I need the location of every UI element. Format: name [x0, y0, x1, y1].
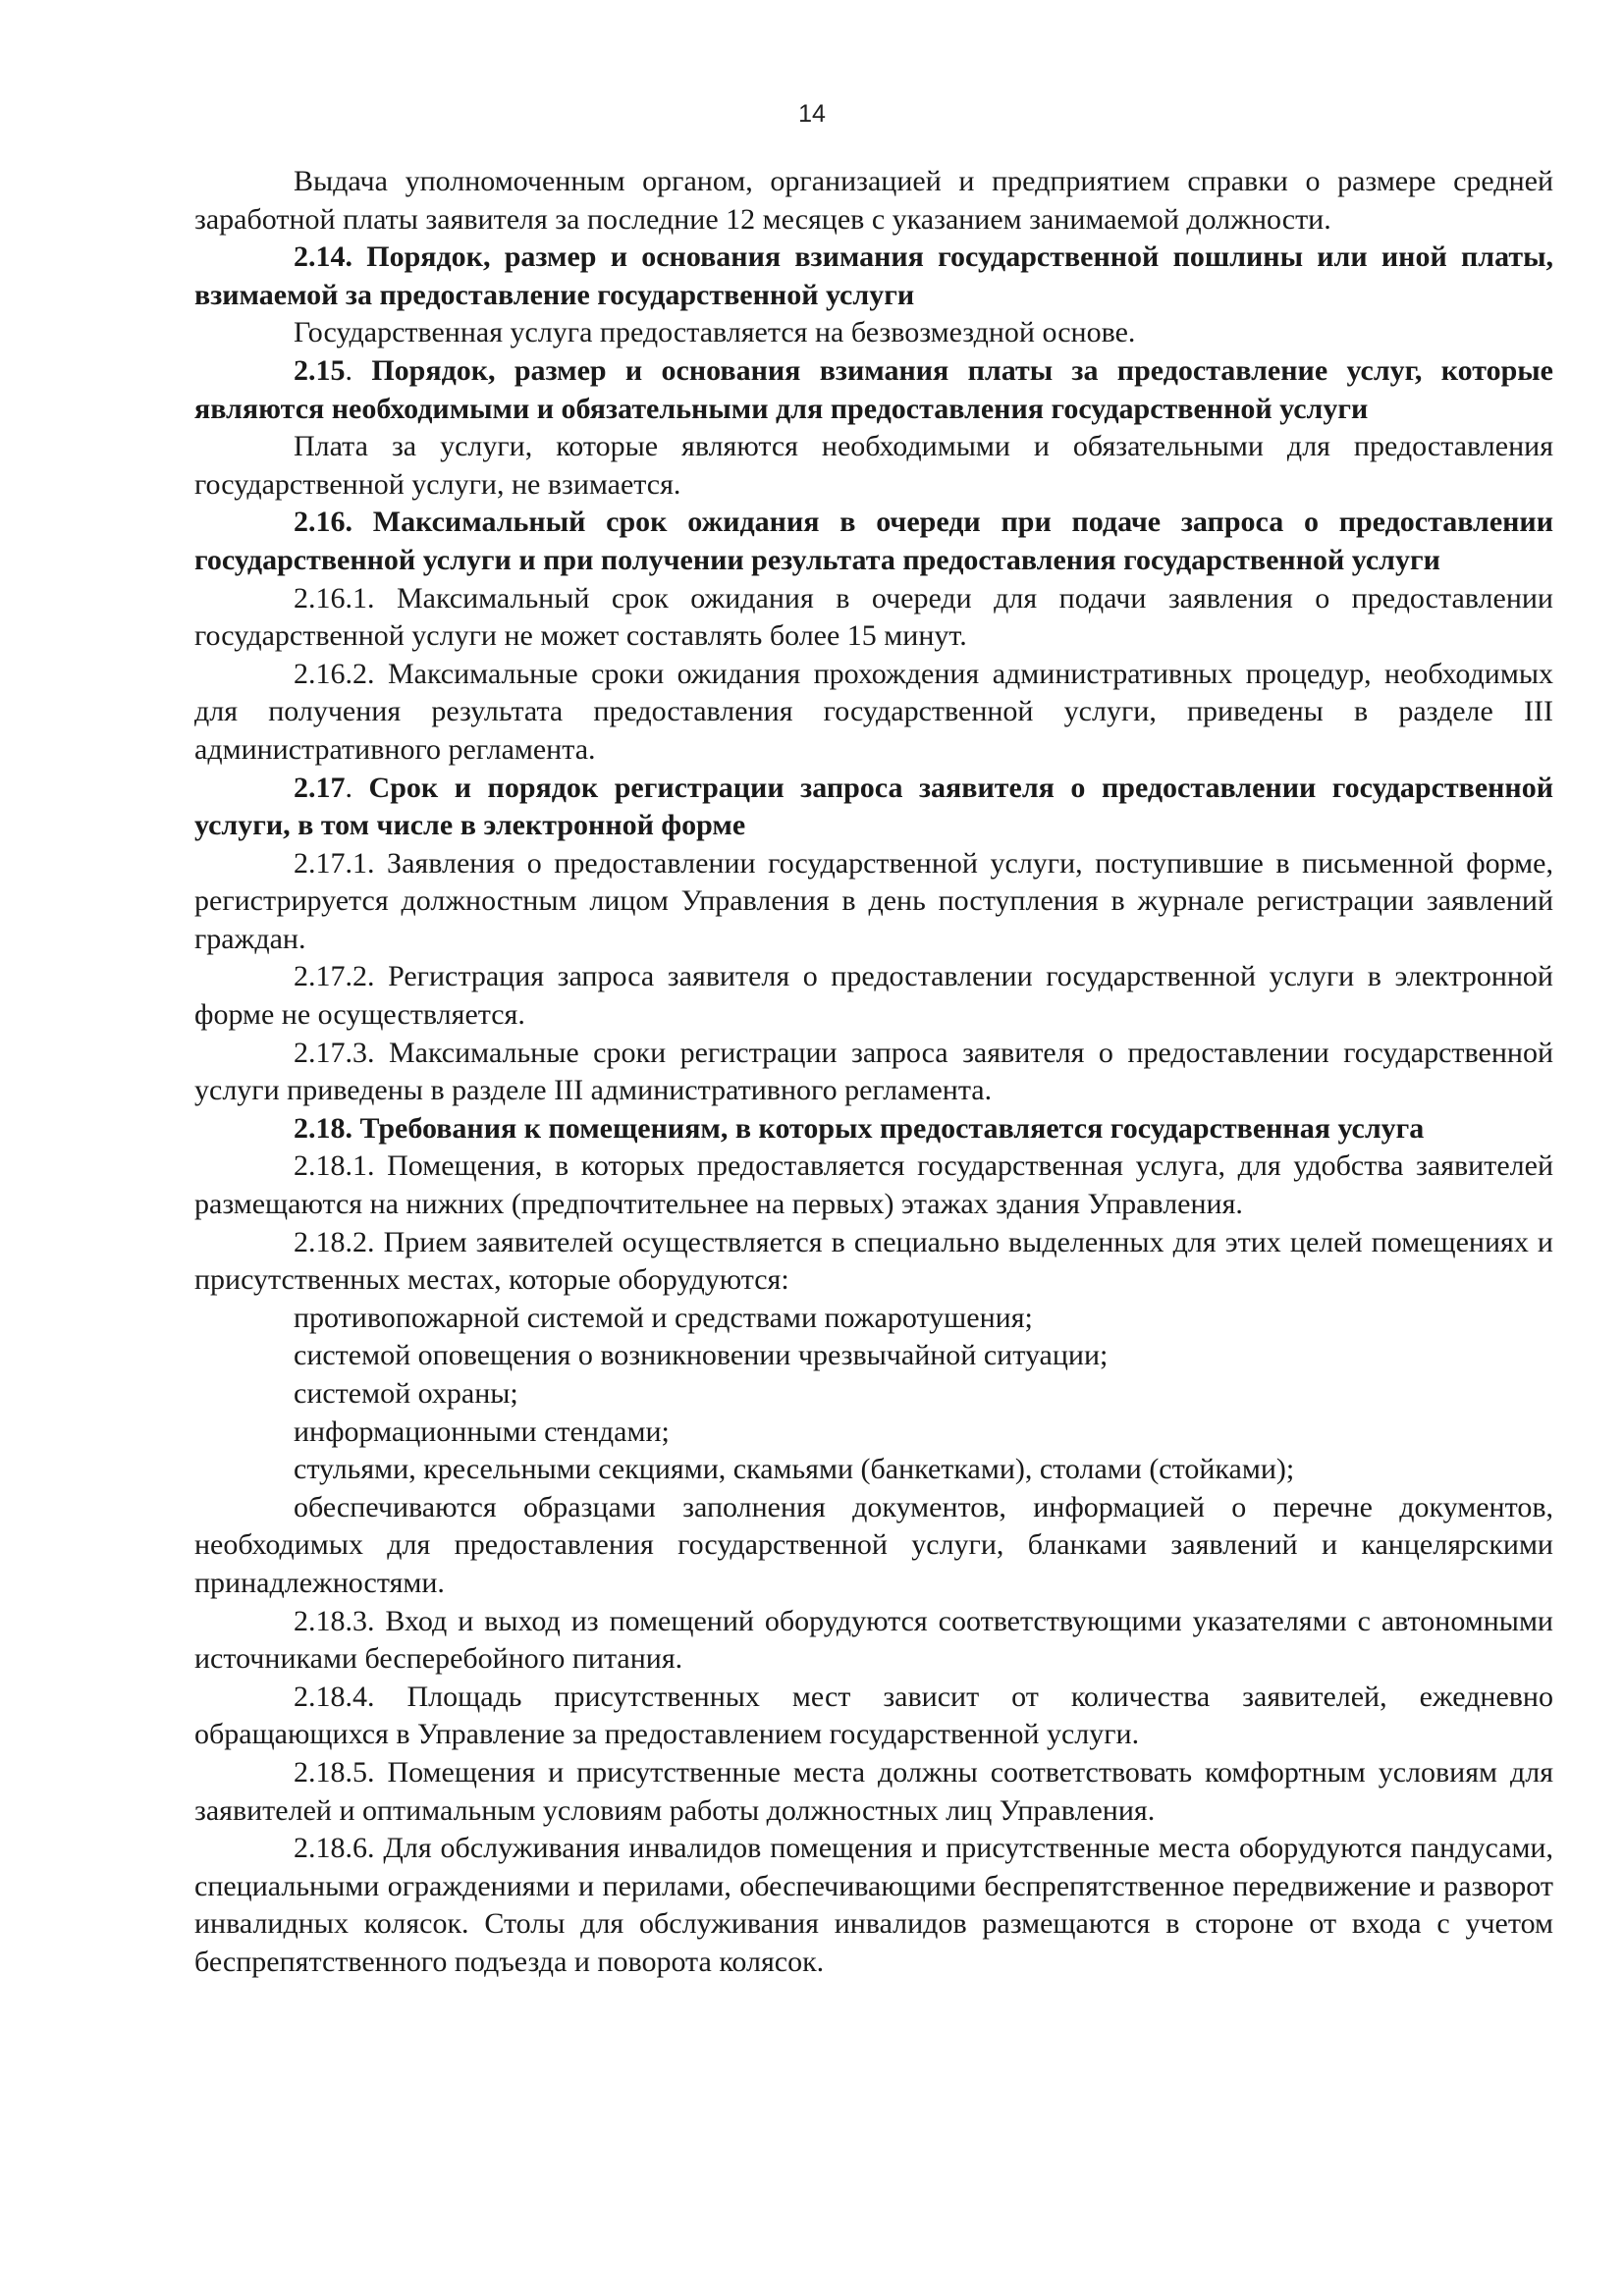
- paragraph-2-18-3: 2.18.3. Вход и выход из помещений оборудуются соответствующими указателями с автономными источниками бесперебойного питания.: [194, 1604, 1553, 1676]
- list-item-furniture: стульями, кресельными секциями, скамьями (банкетками), столами (стойками);: [294, 1453, 1295, 1486]
- heading-title: Порядок, размер и основания взимания государственной пошлины или иной платы, взимаемой за предоставление государственной услуги: [194, 240, 1554, 311]
- paragraph-2-18-4: 2.18.4. Площадь присутственных мест зависит от количества заявителей, ежедневно обращающихся в Управление за предоставлением государственной услуги.: [194, 1680, 1553, 1751]
- paragraph-2-18-1: 2.18.1. Помещения, в которых предоставляется государственная услуга, для удобства заявителей размещаются на нижних (предпочтительнее на первых) этажах здания Управления.: [194, 1149, 1553, 1221]
- heading-title: Требования к помещениям, в которых предоставляется государственная услуга: [359, 1111, 1425, 1145]
- paragraph-2-17-1: 2.17.1. Заявления о предоставлении государственной услуги, поступившие в письменной форме, регистрируется должностным лицом Управления в день поступления в журнале регистрации заявлений граждан.: [194, 846, 1553, 955]
- document-body: [194, 163, 1553, 1982]
- heading-number: 2.15: [294, 353, 346, 387]
- heading-2-15: [194, 352, 1553, 428]
- list-item-security-system: системой охраны;: [294, 1377, 518, 1410]
- heading-2-17: [194, 770, 1553, 845]
- list-item-emergency-alert: системой оповещения о возникновении чрезвычайной ситуации;: [294, 1339, 1109, 1372]
- list-item-info-stands: информационными стендами;: [294, 1415, 670, 1448]
- paragraph-salary-certificate: Выдача уполномоченным органом, организацией и предприятием справки о размере средней заработной платы заявителя за последние 12 месяцев с указанием занимаемой должности.: [194, 165, 1553, 236]
- heading-2-18: [194, 1110, 1553, 1148]
- heading-2-16: [194, 504, 1553, 579]
- heading-separator: .: [345, 771, 369, 804]
- heading-separator: .: [345, 353, 372, 387]
- paragraph-2-15: Плата за услуги, которые являются необходимыми и обязательными для предоставления государственной услуги, не взимается.: [194, 430, 1553, 501]
- list-item-document-samples: обеспечиваются образцами заполнения документов, информацией о перечне документов, необходимых для предоставления государственной услуги, бланками заявлений и канцелярскими принадлежностями.: [194, 1490, 1553, 1599]
- heading-title: Порядок, размер и основания взимания платы за предоставление услуг, которые являются необходимыми и обязательными для предоставления государственной услуги: [194, 353, 1553, 425]
- paragraph-2-18-2: 2.18.2. Прием заявителей осуществляется в специально выделенных для этих целей помещениях и присутственных местах, которые оборудуются:: [194, 1225, 1553, 1297]
- page-number: 14: [798, 100, 826, 128]
- paragraph-2-18-5: 2.18.5. Помещения и присутственные места должны соответствовать комфортным условиям для заявителей и оптимальным условиям работы должностных лиц Управления.: [194, 1755, 1553, 1827]
- heading-number: 2.14.: [294, 240, 352, 274]
- heading-title: Максимальный срок ожидания в очереди при подаче запроса о предоставлении государственной услуги и при получении результата предоставления государственной услуги: [194, 506, 1554, 576]
- paragraph-2-16-2: 2.16.2. Максимальные сроки ожидания прохождения административных процедур, необходимых для получения результата предоставления государственной услуги, приведены в разделе III административного регламента.: [194, 657, 1553, 766]
- heading-number: 2.16.: [294, 506, 352, 539]
- paragraph-2-16-1: 2.16.1. Максимальный срок ожидания в очереди для подачи заявления о предоставлении государственной услуги не может составлять более 15 минут.: [194, 581, 1553, 653]
- heading-number: 2.18.: [294, 1111, 352, 1145]
- heading-2-14: [194, 239, 1553, 314]
- heading-title: Срок и порядок регистрации запроса заявителя о предоставлении государственной услуги, в том числе в электронной форме: [194, 771, 1553, 842]
- paragraph-2-17-3: 2.17.3. Максимальные сроки регистрации запроса заявителя о предоставлении государственной услуги приведены в разделе III административного регламента.: [194, 1036, 1553, 1107]
- paragraph-2-18-6: 2.18.6. Для обслуживания инвалидов помещения и присутственные места оборудуются пандусами, специальными ограждениями и перилами, обеспечивающими беспрепятственное передвижение и разворот инвалидных колясок. Столы для обслуживания инвалидов размещаются в стороне от входа с учетом беспрепятственного подъезда и поворота колясок.: [194, 1832, 1553, 1978]
- heading-number: 2.17: [294, 771, 346, 804]
- paragraph-2-17-2: 2.17.2. Регистрация запроса заявителя о предоставлении государственной услуги в электронной форме не осуществляется.: [194, 960, 1553, 1032]
- list-item-fire-protection: противопожарной системой и средствами пожаротушения;: [294, 1301, 1033, 1334]
- paragraph-2-14: Государственная услуга предоставляется на безвозмездной основе.: [294, 316, 1136, 349]
